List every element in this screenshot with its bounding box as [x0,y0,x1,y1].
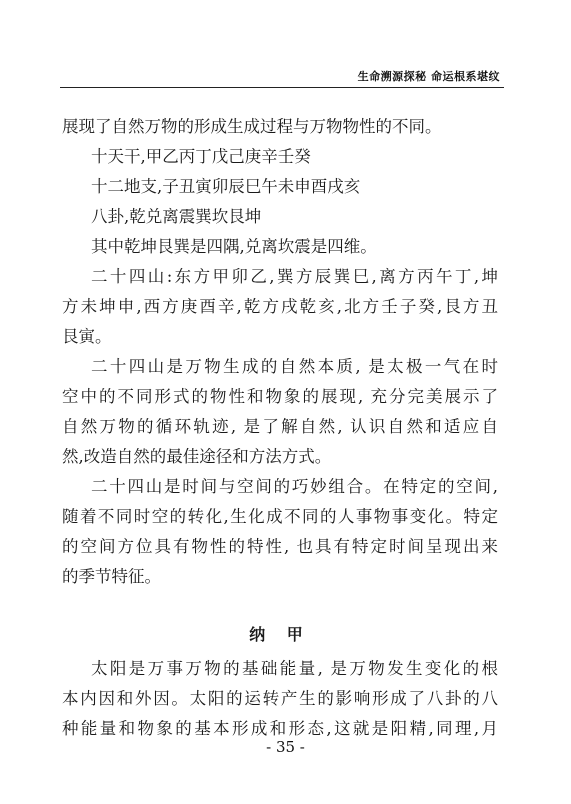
text-span: 的空间方位具有物性的特性, 也具有特定时间呈现出来 [62,537,498,556]
text-span: 二十四山是时间与空间的巧妙组合。在特定的空间, [91,477,498,496]
text-line: 艮寅。 [62,327,112,346]
text-span: 本内因和外因。太阳的运转产生的影响形成了八卦的八 [62,689,498,708]
list-item-dizhi: 十二地支,子丑寅卯辰巳午未申酉戌亥 [91,177,361,196]
page-number: - 35 - [266,738,305,756]
text-line: 的季节特征。 [62,567,161,586]
text-line [62,684,498,714]
text-line [62,382,498,412]
text-line [62,654,498,684]
text-line: 展现了自然万物的形成生成过程与万物物性的不同。 [62,117,442,136]
text-line [62,262,498,292]
text-span: 自然万物的循环轨迹, 是了解自然, 认识自然和适应自 [62,417,498,436]
text-span: 太阳是万事万物的基础能量, 是万物发生变化的根 [91,659,498,678]
list-item-bagua: 八卦,乾兑离震巽坎艮坤 [91,207,262,226]
text-line: 然,改造自然的最佳途径和方法方式。 [62,447,332,466]
text-line [62,412,498,442]
text-span: 二十四山:东方甲卯乙,巽方辰巽巳,离方丙午丁,坤 [91,267,498,286]
text-line [62,502,498,532]
list-item-siyu: 其中乾坤艮巽是四隅,兑离坎震是四维。 [91,237,377,256]
text-line [62,352,498,382]
running-header: 生命溯源探秘 命运根系堪纹 [357,70,500,83]
text-span: 随着不同时空的转化,生化成不同的人事物事变化。特定 [62,507,498,526]
text-line [62,472,498,502]
text-line [62,532,498,562]
list-item-tiangan: 十天干,甲乙丙丁戊己庚辛壬癸 [91,147,311,166]
text-span: 种能量和物象的基本形成和形态,这就是阳精,同理,月 [62,719,498,738]
body-text [62,112,498,744]
text-line [62,292,498,322]
header-rule [60,87,504,88]
text-span: 二十四山是万物生成的自然本质, 是太极一气在时 [91,357,498,376]
text-span: 方未坤申,西方庚酉辛,乾方戌乾亥,北方壬子癸,艮方丑 [62,297,498,316]
section-title: 纳 甲 [249,625,311,644]
text-span: 空中的不同形式的物性和物象的展现, 充分完美展示了 [62,387,498,406]
